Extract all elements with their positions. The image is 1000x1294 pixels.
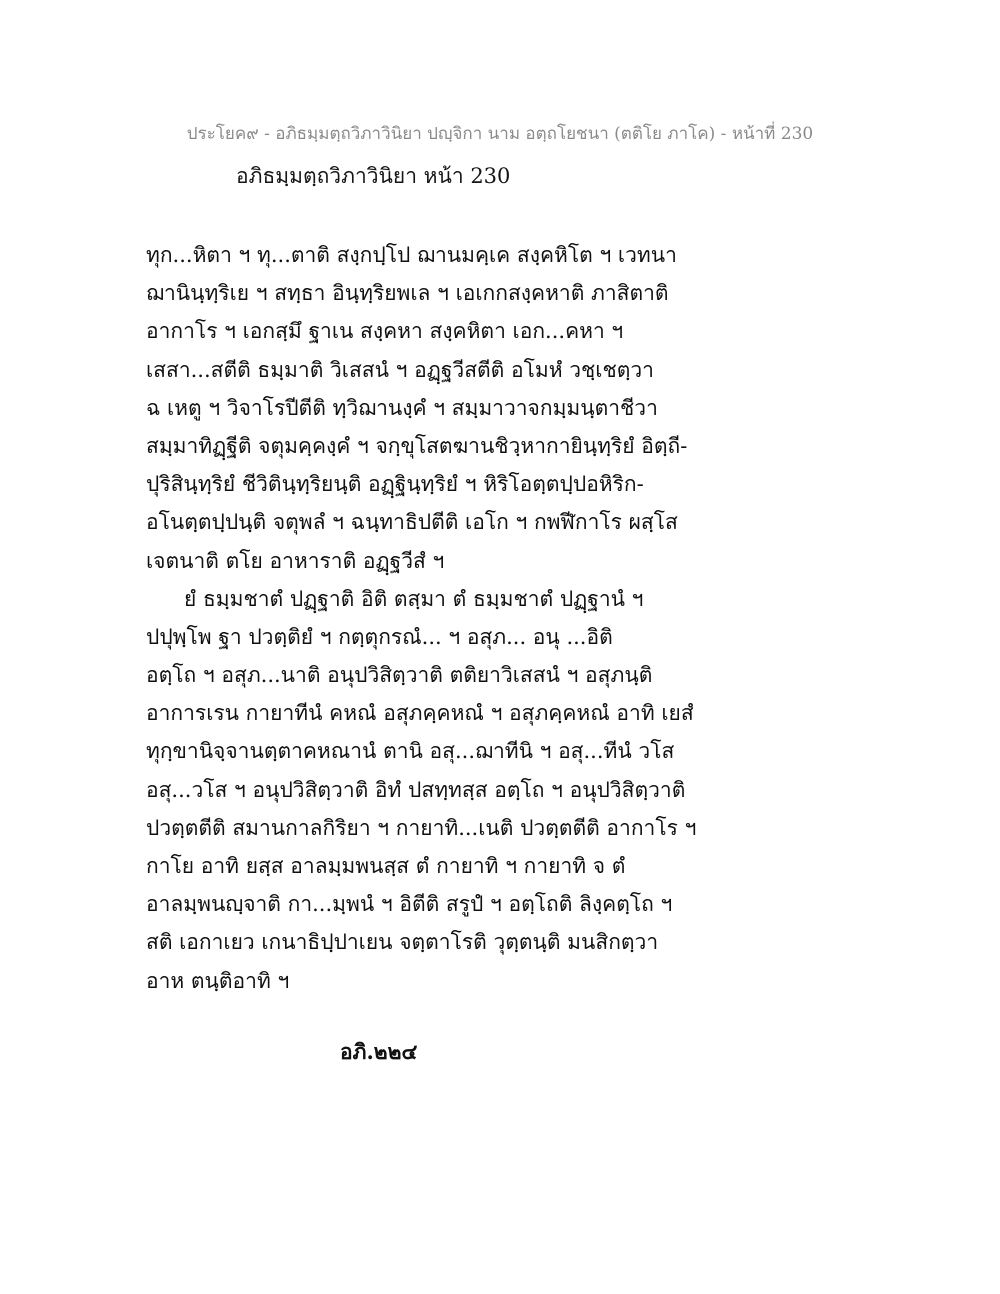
text-line: อาห ตนฺติอาทิ ฯ xyxy=(146,968,290,993)
body-text xyxy=(146,236,706,1000)
text-line: อสุ...วโส ฯ อนุปวิสิตฺวาติ อิทํ ปสทฺทสฺส อตฺโถ ฯ อนุปวิสิตฺวาติ xyxy=(146,777,686,802)
text-line: อโนตฺตปฺปนฺติ จตุพลํ ฯ ฉนฺทาธิปตีติ เอโก ฯ กพฬีกาโร ผสฺโส xyxy=(146,510,678,535)
text-line: อาลมฺพนญฺจาติ กา...มฺพนํ ฯ อิตีติ สรูปํ ฯ อตฺโถติ ลิงฺคตฺโถ ฯ xyxy=(146,892,673,917)
text-line: กาโย อาทิ ยสฺส อาลมฺมพนสฺส ตํ กายาทิ ฯ กายาทิ จ ตํ xyxy=(146,854,626,878)
text-line: เสสา...สตีติ ธมฺมาติ วิเสสนํ ฯ อฏฺฐวีสตีติ อโมหํ วชฺเชตฺวา xyxy=(146,357,654,382)
text-line: อากาโร ฯ เอกสฺมึ ฐาเน สงฺคหา สงฺคหิตา เอก...คหา ฯ xyxy=(146,319,624,344)
text-line: ปวตฺตตีติ สมานกาลกิริยา ฯ กายาทิ...เนติ ปวตฺตตีติ อากาโร ฯ xyxy=(146,815,697,840)
text-line: ฉ เหตู ฯ วิจาโรปีตีติ ทฺวิฌานงฺคํ ฯ สมฺมาวาจกมฺมนฺตาชีวา xyxy=(146,395,658,420)
running-header: ประโยค๙ - อภิธมฺมตฺถวิภาวินิยา ปญฺจิกา นาม อตฺถโยชนา (ตติโย ภาโค) - หน้าที่ 230 xyxy=(186,124,814,144)
text-line: อาการเรน กายาทีนํ คหณํ อสุภคฺคหณํ ฯ อสุภคฺคหณํ อาทิ เยสํ xyxy=(146,701,694,726)
text-line: อตฺโถ ฯ อสุภ...นาติ อนุปวิสิตฺวาติ ตติยาวิเสสนํ ฯ อสุภนฺติ xyxy=(146,663,653,688)
text-line: ปปุพฺโพ ฐา ปวตฺติยํ ฯ กตฺตุกรณํ... ฯ อสุภ... อนุ ...อิติ xyxy=(146,624,613,649)
text-line: เจตนาติ ตโย อาหาราติ อฏฺฐวีสํ ฯ xyxy=(146,548,445,573)
text-line: สมฺมาทิฏฺฐีติ จตุมคฺคงฺคํ ฯ จกฺขุโสตฆานชิวฺหากายินฺทฺริยํ อิตฺถี- xyxy=(146,433,688,458)
page-reference: อภิ.๒๒๔ xyxy=(340,1039,418,1064)
text-line: ฌานินฺทฺริเย ฯ สทฺธา อินฺทฺริยพเล ฯ เอเกกสงฺคหาติ ภาสิตาติ xyxy=(146,281,669,306)
text-line: ทุก...หิตา ฯ ทุ...ตาติ สงฺกปฺโป ฌานมคฺเค สงฺคหิโต ฯ เวทนา xyxy=(146,243,677,267)
text-line: ทุกฺขานิจฺจานตฺตาคหณานํ ตานิ อสุ...ฌาทีนิ ฯ อสุ...ทีนํ วโส xyxy=(146,739,675,764)
page-title: อภิธมฺมตฺถวิภาวินิยา หน้า 230 xyxy=(236,164,511,188)
text-line: สติ เอกาเยว เกนาธิปฺปาเยน จตฺตาโรติ วุตฺตนฺติ มนสิกตฺวา xyxy=(146,930,659,955)
paragraph-start-line: ยํ ธมฺมชาตํ ปฏฺฐาติ อิติ ตสฺมา ตํ ธมฺมชาตํ ปฏฺฐานํ ฯ xyxy=(184,586,644,611)
text-line: ปุริสินฺทฺริยํ ชีวิตินฺทฺริยนฺติ อฏฺฐินฺทฺริยํ ฯ หิริโอตฺตปฺปอหิริก- xyxy=(146,472,644,497)
